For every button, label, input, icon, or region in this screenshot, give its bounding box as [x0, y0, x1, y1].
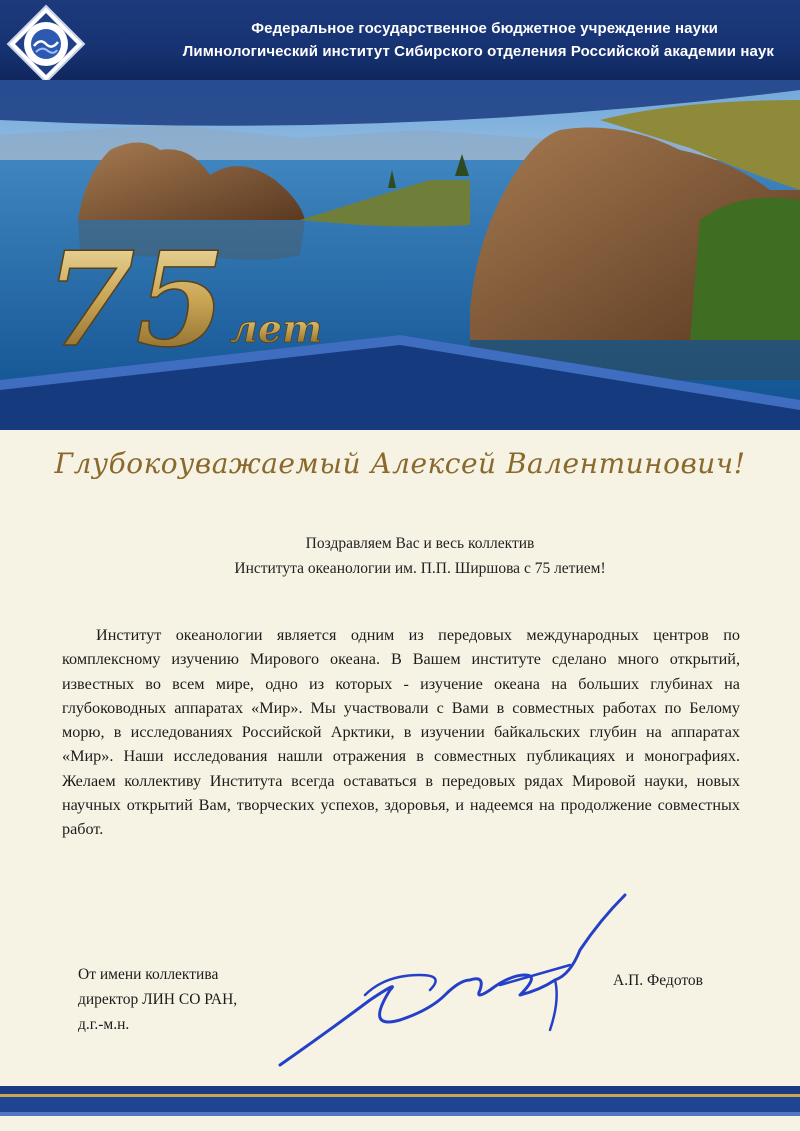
- signatory-title: [78, 962, 237, 1037]
- footer-band: [0, 1086, 800, 1131]
- header-band: [0, 0, 800, 85]
- signatory-line1: От имени коллектива: [78, 966, 219, 983]
- org-name-line1: Федеральное государственное бюджетное учреждение науки: [251, 20, 718, 37]
- greeting-heading: Глубокоуважаемый Алексей Валентинович!: [54, 447, 746, 480]
- org-name-line2: Лимнологический институт Сибирского отделения Российской академии наук: [182, 43, 774, 60]
- lake-banner: [0, 80, 800, 430]
- signatory-name: А.П. Федотов: [613, 972, 704, 989]
- svg-text:75: 75: [45, 223, 226, 376]
- letter-body: Институт океанологии является одним из передовых международных центров по комплексному изучению Мирового океана. В Вашем институте сделано много открытий, известных во всем мире, одно из которых - изучение океана на больших глубинах на глубоководных аппаратах «Мир». Мы участвовали с Вами в совместных работах по Белому морю, в исследованиях Российской Арктики, в изучении байкальских глубин на аппаратах «Мир». Наши исследования нашли отражения в совместных публикациях и монографиях. Желаем коллективу Института всегда оставаться в передовых рядах Мировой науки, новых научных открытий Вам, творческих успехов, здоровья, и надеемся на продолжение совместных работ.: [62, 626, 740, 839]
- intro-line1: Поздравляем Вас и весь коллектив: [305, 535, 535, 552]
- signatory-line3: д.г.-м.н.: [78, 1016, 130, 1033]
- institute-logo: [6, 4, 86, 84]
- signatory-line2: директор ЛИН СО РАН,: [78, 991, 238, 1008]
- congratulation-intro: [0, 531, 800, 581]
- handwritten-signature: [270, 880, 640, 1080]
- svg-text:лет: лет: [230, 306, 323, 351]
- intro-line2: Института океанологии им. П.П. Ширшова с 75 летием!: [234, 560, 606, 577]
